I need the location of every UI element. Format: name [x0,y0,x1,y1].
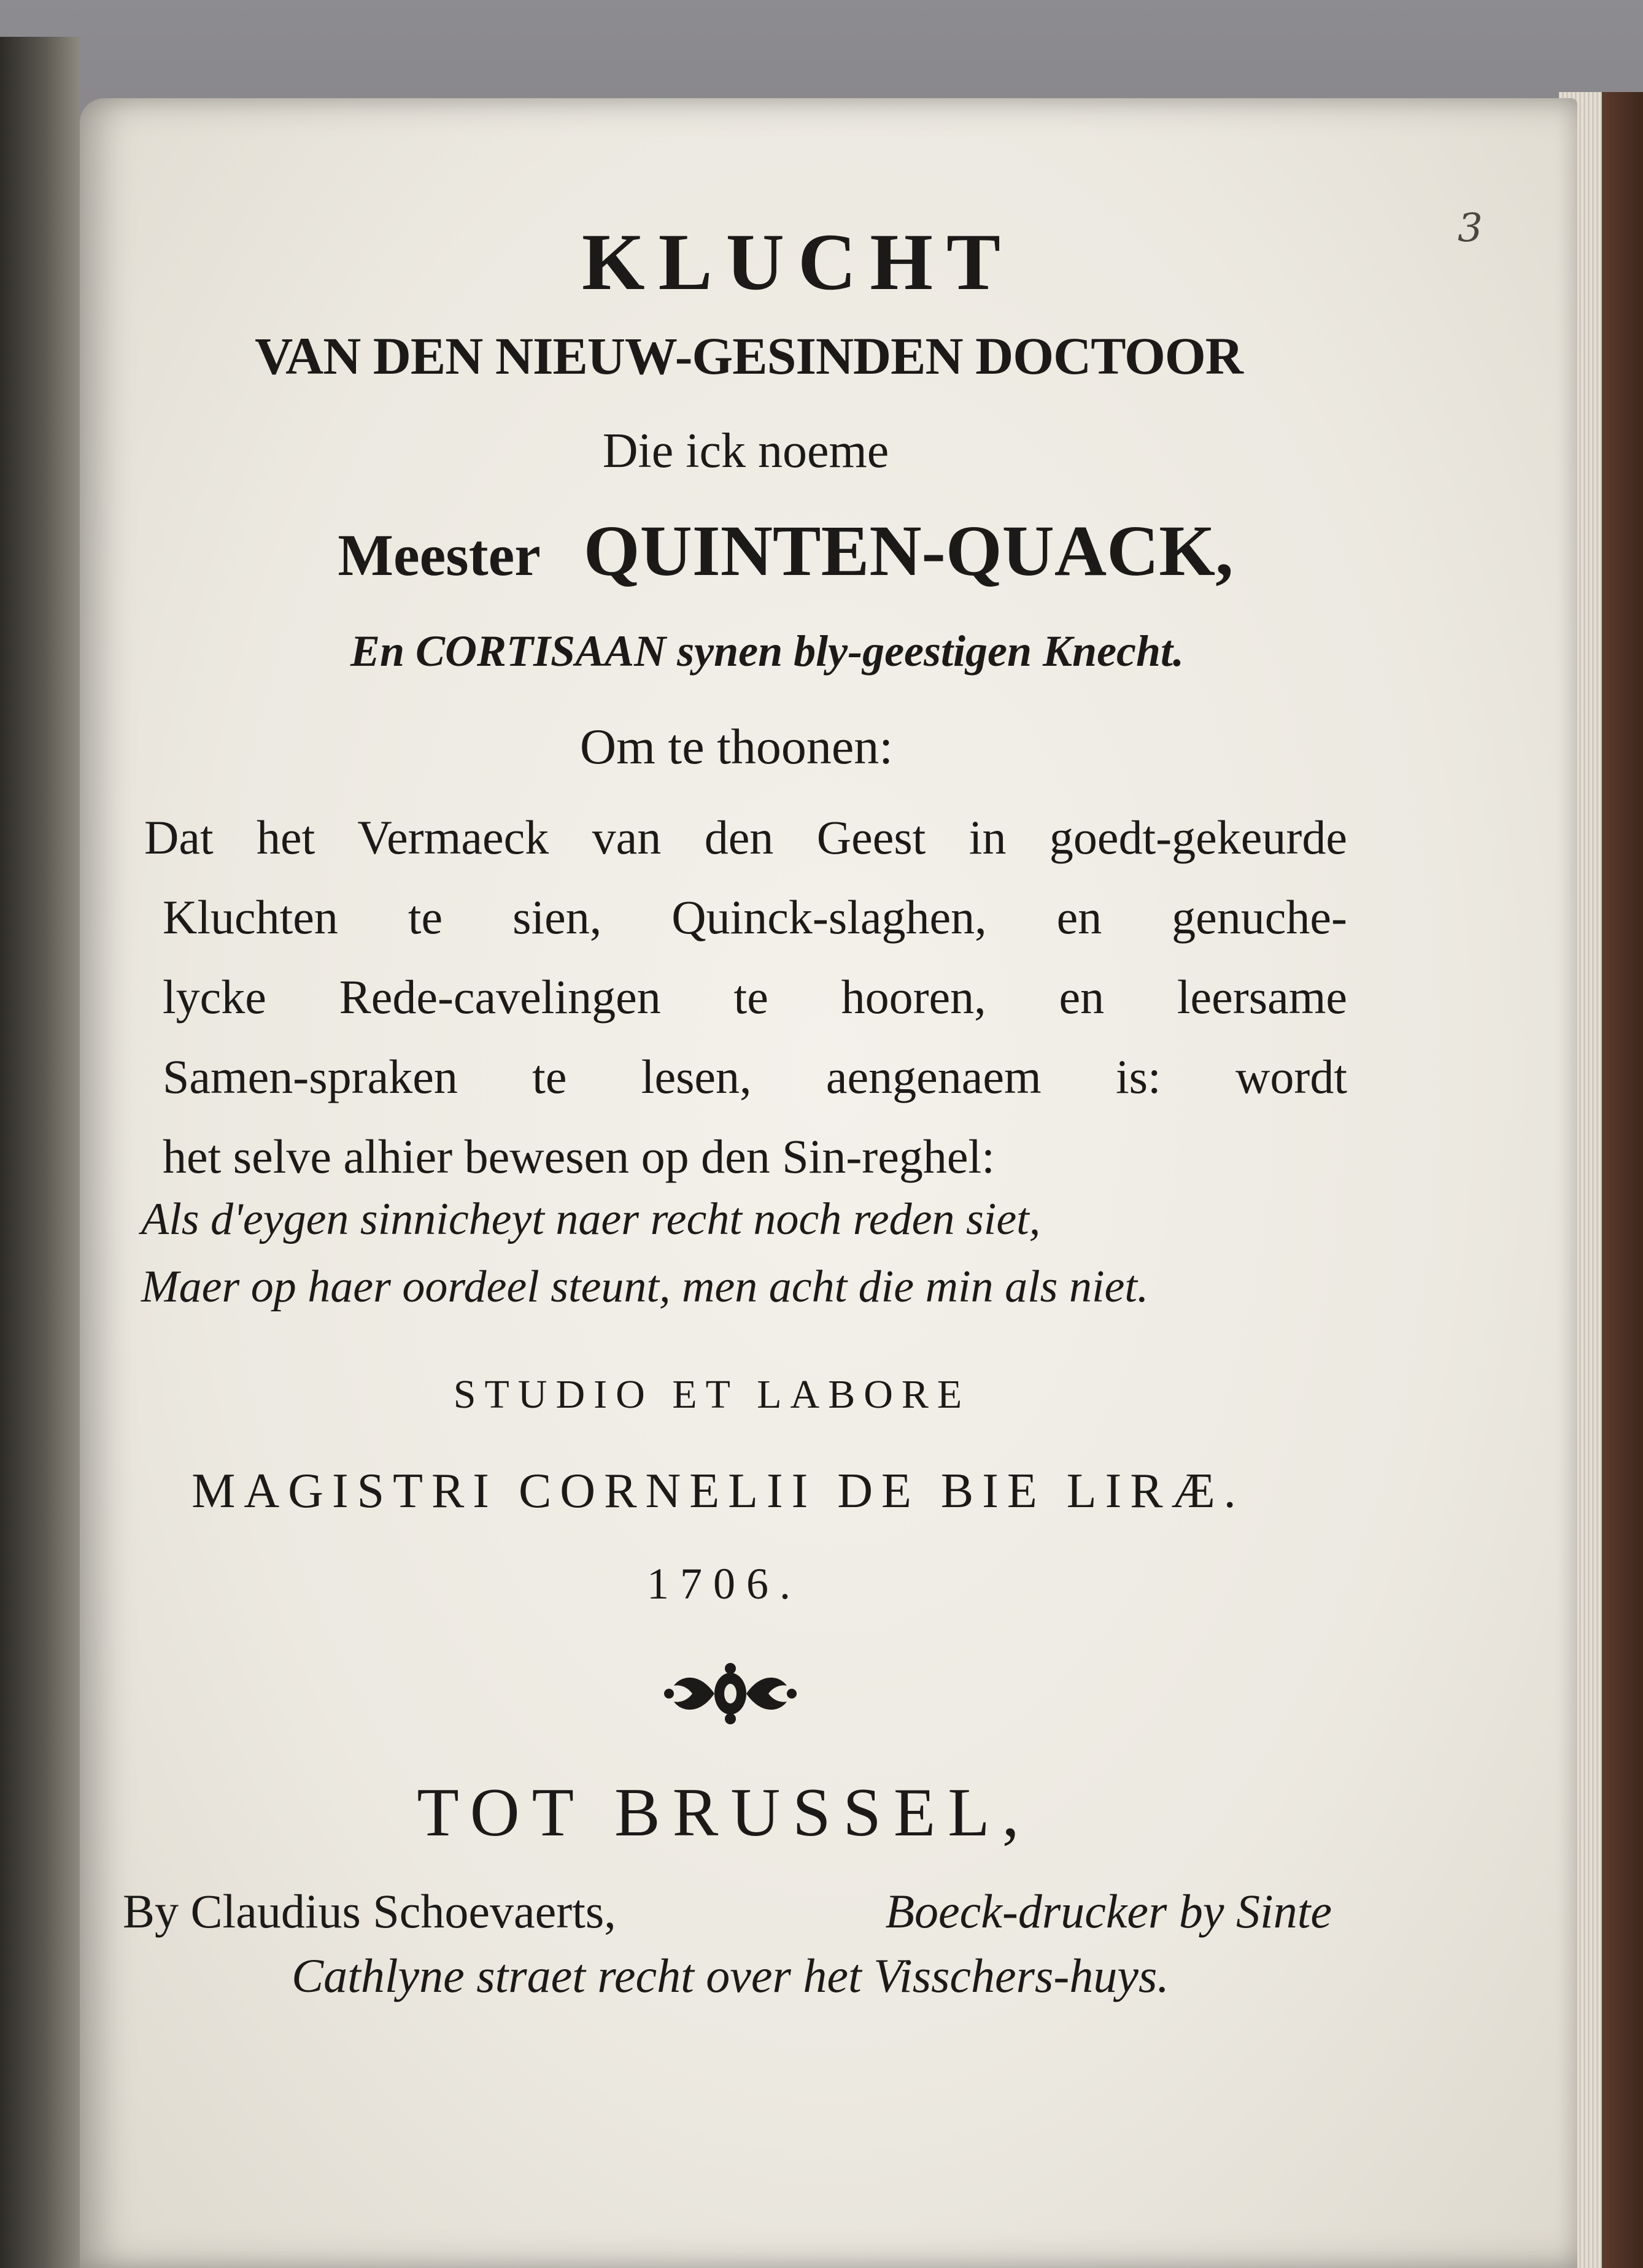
book-cover-board [1602,92,1643,2268]
subtitle-prefix: Meester [338,522,541,588]
paragraph-line: Samen-spraken te lesen, aengenaem is: wordt [163,1050,1347,1103]
printer-name: By Claudius Schoevaerts, [123,1884,616,1938]
verse-line: Maer op haer oordeel steunt, men acht die min als niet. [141,1262,1149,1312]
paragraph-line: Kluchten te sien, Quinck-slaghen, en genuche- [163,890,1347,944]
printer-line-2: Cathlyne straet recht over het Visschers-huys. [292,1949,1169,2002]
author-line: MAGISTRI CORNELII DE BIE LIRÆ. [191,1464,1245,1518]
paragraph-line: het selve alhier bewesen op den Sin-reghel: [163,1130,995,1183]
main-title: KLUCHT [581,217,1015,307]
description-paragraph [144,798,1347,1197]
doctor-name: QUINTEN-QUACK, [583,511,1234,591]
subtitle-line-1: VAN DEN NIEUW-GESINDEN DOCTOOR [255,326,1243,385]
subtitle-line-3 [37,509,1534,593]
place-of-publication: TOT BRUSSEL, [417,1775,1032,1851]
paragraph-line: Dat het Vermaeck van den Geest in goedt-gekeurde [144,811,1347,864]
printer-line-1 [123,1884,1332,1939]
fleuron-ornament-icon [663,1660,798,1727]
publication-year: 1706. [647,1559,802,1608]
subtitle-line-4: En CORTISAAN synen bly-geestigen Knecht. [350,627,1185,676]
paragraph-line: lycke Rede-cavelingen te hooren, en leersame [163,970,1347,1024]
printer-trade: Boeck-drucker by Sinte [885,1884,1332,1938]
verse-line: Als d'eygen sinnicheyt naer recht noch reden siet, [141,1194,1041,1244]
subtitle-line-5: Om te thoonen: [579,719,894,774]
folio-number: 3 [1458,206,1483,251]
motto: STUDIO ET LABORE [453,1372,971,1417]
subtitle-line-2: Die ick noeme [602,424,889,478]
